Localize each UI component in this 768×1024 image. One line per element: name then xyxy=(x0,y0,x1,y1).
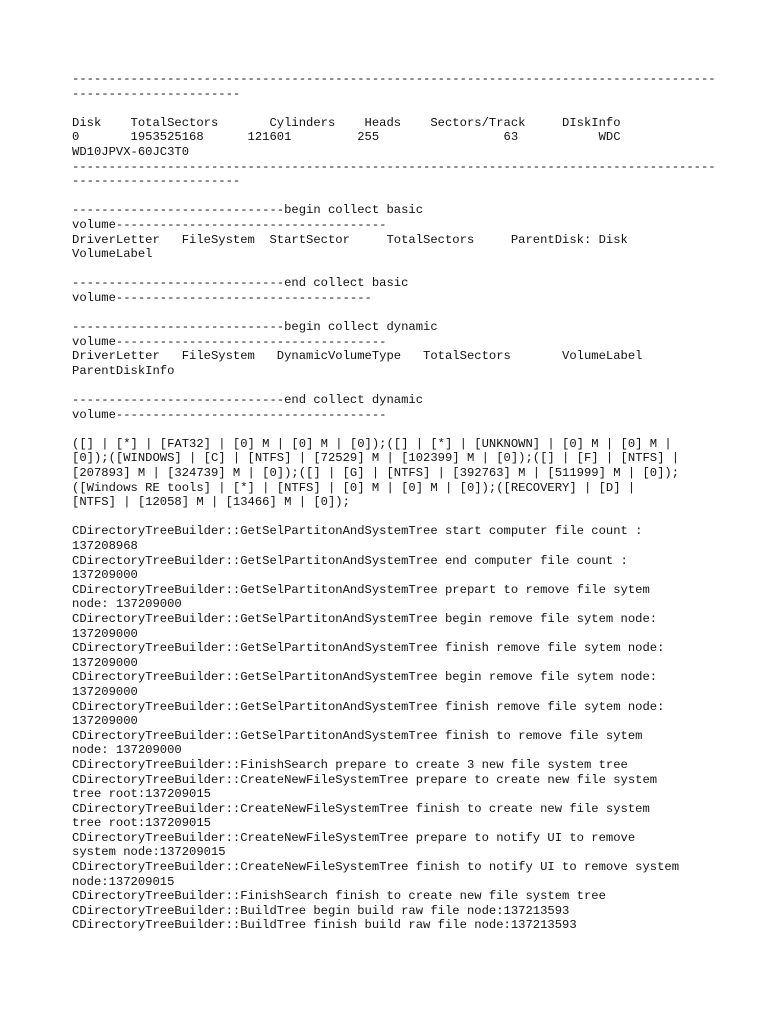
log-line: DriverLetter FileSystem DynamicVolumeType TotalSectors VolumeLabel xyxy=(72,349,643,364)
log-line: ParentDiskInfo xyxy=(72,363,175,378)
log-line: CDirectoryTreeBuilder::CreateNewFileSystemTree finish to create new file system xyxy=(72,801,650,816)
log-line: node:137209015 xyxy=(72,874,175,889)
log-line: volume----------------------------------- xyxy=(72,290,372,305)
log-line: volume------------------------------------- xyxy=(72,217,387,232)
log-line: [0]);([WINDOWS] | [C] | [NTFS] | [72529] M | [102399] M | [0]);([] | [F] | [NTFS] | xyxy=(72,451,680,466)
log-line: 137209000 xyxy=(72,684,138,699)
log-line: ([] | [*] | [FAT32] | [0] M | [0] M | [0]);([] | [*] | [UNKNOWN] | [0] M | [0] M | xyxy=(72,436,672,451)
log-line: ---------------------------------------------------------------------------------------- xyxy=(72,72,716,86)
blank-line xyxy=(72,262,702,277)
log-line: tree root:137209015 xyxy=(72,787,211,802)
log-line: volume------------------------------------- xyxy=(72,407,387,422)
log-line: CDirectoryTreeBuilder::GetSelPartitonAndSystemTree finish to remove file sytem xyxy=(72,728,643,743)
log-line: CDirectoryTreeBuilder::BuildTree finish build raw file node:137213593 xyxy=(72,918,577,933)
blank-line xyxy=(72,422,702,437)
log-line: volume------------------------------------- xyxy=(72,334,387,349)
log-lines xyxy=(72,72,716,933)
log-line: CDirectoryTreeBuilder::GetSelPartitonAndSystemTree finish remove file sytem node: xyxy=(72,641,665,656)
log-line: CDirectoryTreeBuilder::GetSelPartitonAndSystemTree prepart to remove file sytem xyxy=(72,582,650,597)
log-line: node: 137209000 xyxy=(72,743,182,758)
log-line: CDirectoryTreeBuilder::CreateNewFileSystemTree prepare to create new file system xyxy=(72,772,658,787)
log-line: 137209000 xyxy=(72,626,138,641)
log-line: 137209000 xyxy=(72,714,138,729)
log-line: 0 1953525168 121601 255 63 WDC xyxy=(72,130,621,145)
log-line: CDirectoryTreeBuilder::FinishSearch prepare to create 3 new file system tree xyxy=(72,757,628,772)
blank-line xyxy=(72,189,702,204)
log-document xyxy=(72,72,716,933)
log-line: tree root:137209015 xyxy=(72,816,211,831)
log-line: CDirectoryTreeBuilder::FinishSearch finish to create new file system tree xyxy=(72,889,606,904)
log-line: CDirectoryTreeBuilder::CreateNewFileSystemTree finish to notify UI to remove system xyxy=(72,860,680,875)
log-line: DriverLetter FileSystem StartSector TotalSectors ParentDisk: Disk xyxy=(72,232,628,247)
log-line: WD10JPVX-60JC3T0 xyxy=(72,144,190,159)
log-line: [NTFS] | [12058] M | [13466] M | [0]); xyxy=(72,495,350,510)
blank-line xyxy=(72,306,702,321)
log-line: CDirectoryTreeBuilder::CreateNewFileSystemTree prepare to notify UI to remove xyxy=(72,830,636,845)
log-line: CDirectoryTreeBuilder::BuildTree begin build raw file node:137213593 xyxy=(72,903,570,918)
log-line: CDirectoryTreeBuilder::GetSelPartitonAndSystemTree start computer file count : xyxy=(72,524,643,539)
log-line: CDirectoryTreeBuilder::GetSelPartitonAndSystemTree begin remove file sytem node: xyxy=(72,611,658,626)
log-line: ----------------------- xyxy=(72,86,241,101)
log-line: CDirectoryTreeBuilder::GetSelPartitonAndSystemTree begin remove file sytem node: xyxy=(72,670,658,685)
log-line: [207893] M | [324739] M | [0]);([] | [G] | [NTFS] | [392763] M | [511999] M | [0]); xyxy=(72,466,680,481)
blank-line xyxy=(72,510,702,525)
log-line: -----------------------------begin collect basic xyxy=(72,203,424,218)
log-line: ---------------------------------------------------------------------------------------- xyxy=(72,159,716,174)
log-line: node: 137209000 xyxy=(72,597,182,612)
log-line: -----------------------------end collect dynamic xyxy=(72,393,424,408)
log-line: 137208968 xyxy=(72,539,138,553)
log-line: -----------------------------end collect basic xyxy=(72,276,409,291)
blank-line xyxy=(72,101,702,116)
log-line: 137209000 xyxy=(72,568,138,583)
blank-line xyxy=(72,378,702,393)
log-line: ----------------------- xyxy=(72,174,241,189)
log-line: 137209000 xyxy=(72,655,138,670)
log-line: system node:137209015 xyxy=(72,845,226,860)
log-line: CDirectoryTreeBuilder::GetSelPartitonAndSystemTree end computer file count : xyxy=(72,553,628,568)
log-line: -----------------------------begin collect dynamic xyxy=(72,320,438,335)
log-line: ([Windows RE tools] | [*] | [NTFS] | [0] M | [0] M | [0]);([RECOVERY] | [D] | xyxy=(72,480,636,495)
log-line: VolumeLabel xyxy=(72,247,153,262)
log-line: Disk TotalSectors Cylinders Heads Sectors/Track DIskInfo xyxy=(72,115,621,130)
log-line: CDirectoryTreeBuilder::GetSelPartitonAndSystemTree finish remove file sytem node: xyxy=(72,699,665,714)
